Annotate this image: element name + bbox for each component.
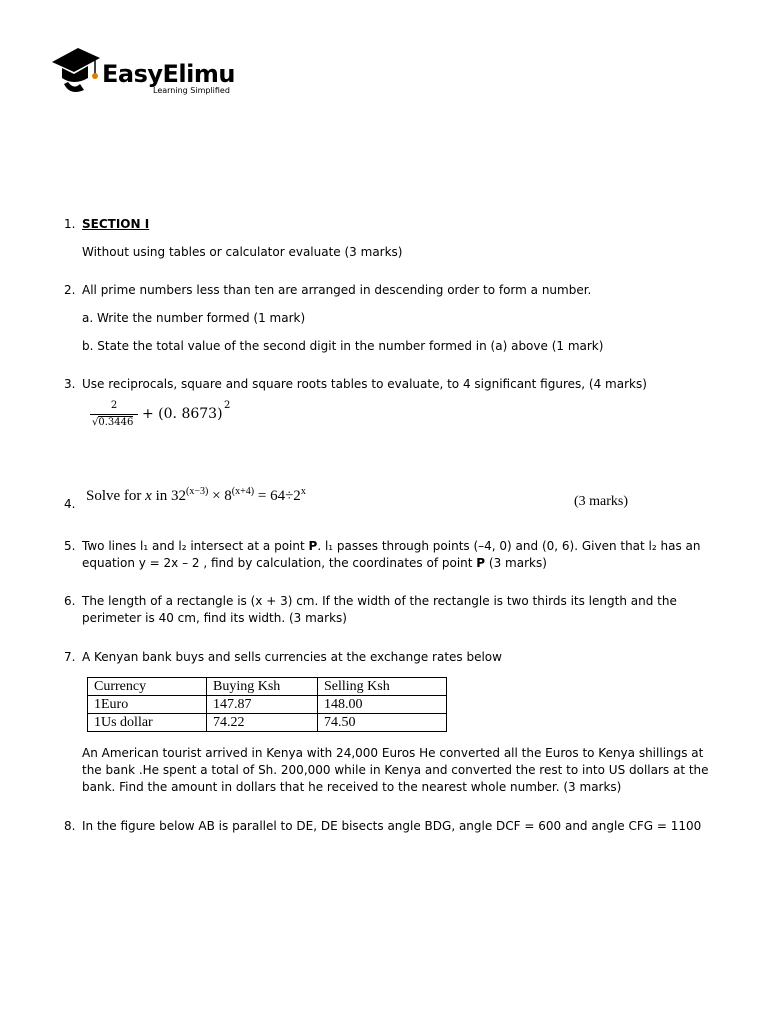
exponent: (x+4) [231, 486, 255, 497]
table-cell: 148.00 [318, 696, 447, 714]
table-header: Selling Ksh [318, 678, 447, 696]
table-header: Buying Ksh [207, 678, 318, 696]
question-text: Use reciprocals, square and square roots tables to evaluate, to 4 significant figures, (4 marks) [82, 377, 647, 391]
radicand: 0.3446 [98, 417, 134, 428]
fraction-numerator: 2 [110, 400, 118, 411]
variable: x [145, 488, 152, 504]
question-text: The length of a rectangle is (x + 3) cm. If the width of the rectangle is two thirds its length and the perimeter is 40 cm, find its width. (3 marks) [82, 594, 677, 625]
expression-plus-term: + (0. 8673) [142, 406, 223, 422]
question-text: Two lines l₁ and l₂ intersect at a point P. l₁ passes through points (–4, 0) and (0, 6). Given that l₂ has an equation y = 2x – 2 , find by calculation, the coordinates of point P (3 marks) [82, 539, 701, 570]
base-term: in 32 [155, 488, 187, 504]
question-text: In the figure below AB is parallel to DE, DE bisects angle BDG, angle DCF = 600 and angle CFG = 1100 [82, 819, 702, 833]
question-number: 8. [64, 819, 76, 833]
question-text: An American tourist arrived in Kenya with 24,000 Euros He converted all the Euros to Kenya shillings at the bank .He spent a total of Sh. 200,000 while in Kenya and converted the rest to into US dollars at the bank. Find the amount in dollars that he received to the nearest whole number. (3 marks) [82, 746, 709, 794]
table-cell: 74.22 [207, 714, 318, 732]
question-1 [64, 216, 724, 261]
question-8 [64, 818, 724, 835]
exponent: x [300, 486, 306, 497]
table-header: Currency [88, 678, 207, 696]
fraction-bar [90, 414, 138, 415]
question-part-a: a. Write the number formed (1 mark) [82, 311, 306, 325]
sqrt-icon: √ [92, 417, 99, 428]
exchange-rate-table [87, 677, 447, 732]
question-7 [64, 649, 724, 666]
question-6 [64, 593, 724, 627]
easyelimu-logo [50, 44, 250, 100]
question-3 [64, 376, 724, 393]
table-header-row [88, 678, 447, 696]
question-number: 4. [64, 497, 76, 511]
expression-q4 [86, 486, 306, 505]
table-cell: 74.50 [318, 714, 447, 732]
question-5 [64, 538, 724, 572]
exponent: 2 [224, 400, 231, 411]
question-text: A Kenyan bank buys and sells currencies at the exchange rates below [82, 650, 502, 664]
question-number: 3. [64, 377, 76, 391]
exponent: (x−3) [186, 486, 209, 497]
table-row [88, 714, 447, 732]
table-cell: 1Euro [88, 696, 207, 714]
table-row [88, 696, 447, 714]
logo-tagline: Learning Simplified [153, 86, 230, 95]
times-term: × 8 [212, 488, 232, 504]
question-text: Without using tables or calculator evaluate (3 marks) [82, 245, 403, 259]
table-cell: 147.87 [207, 696, 318, 714]
question-number: 6. [64, 594, 76, 608]
question-7-continuation [64, 745, 724, 796]
question-number: 5. [64, 539, 76, 553]
question-number: 2. [64, 283, 76, 297]
question-text: All prime numbers less than ten are arranged in descending order to form a number. [82, 283, 592, 297]
logo-name: EasyElimu [102, 60, 235, 88]
section-heading: SECTION I [82, 217, 150, 231]
fraction-denominator [92, 417, 133, 428]
question-part-b: b. State the total value of the second digit in the number formed in (a) above (1 mark) [82, 339, 604, 353]
question-number: 1. [64, 217, 76, 231]
question-number: 7. [64, 650, 76, 664]
question-2 [64, 282, 724, 355]
rhs-term: = 64÷2 [257, 488, 301, 504]
graduation-cap-icon [50, 44, 102, 100]
solve-label: Solve for [86, 488, 142, 504]
table-cell: 1Us dollar [88, 714, 207, 732]
marks-label: (3 marks) [574, 494, 629, 509]
